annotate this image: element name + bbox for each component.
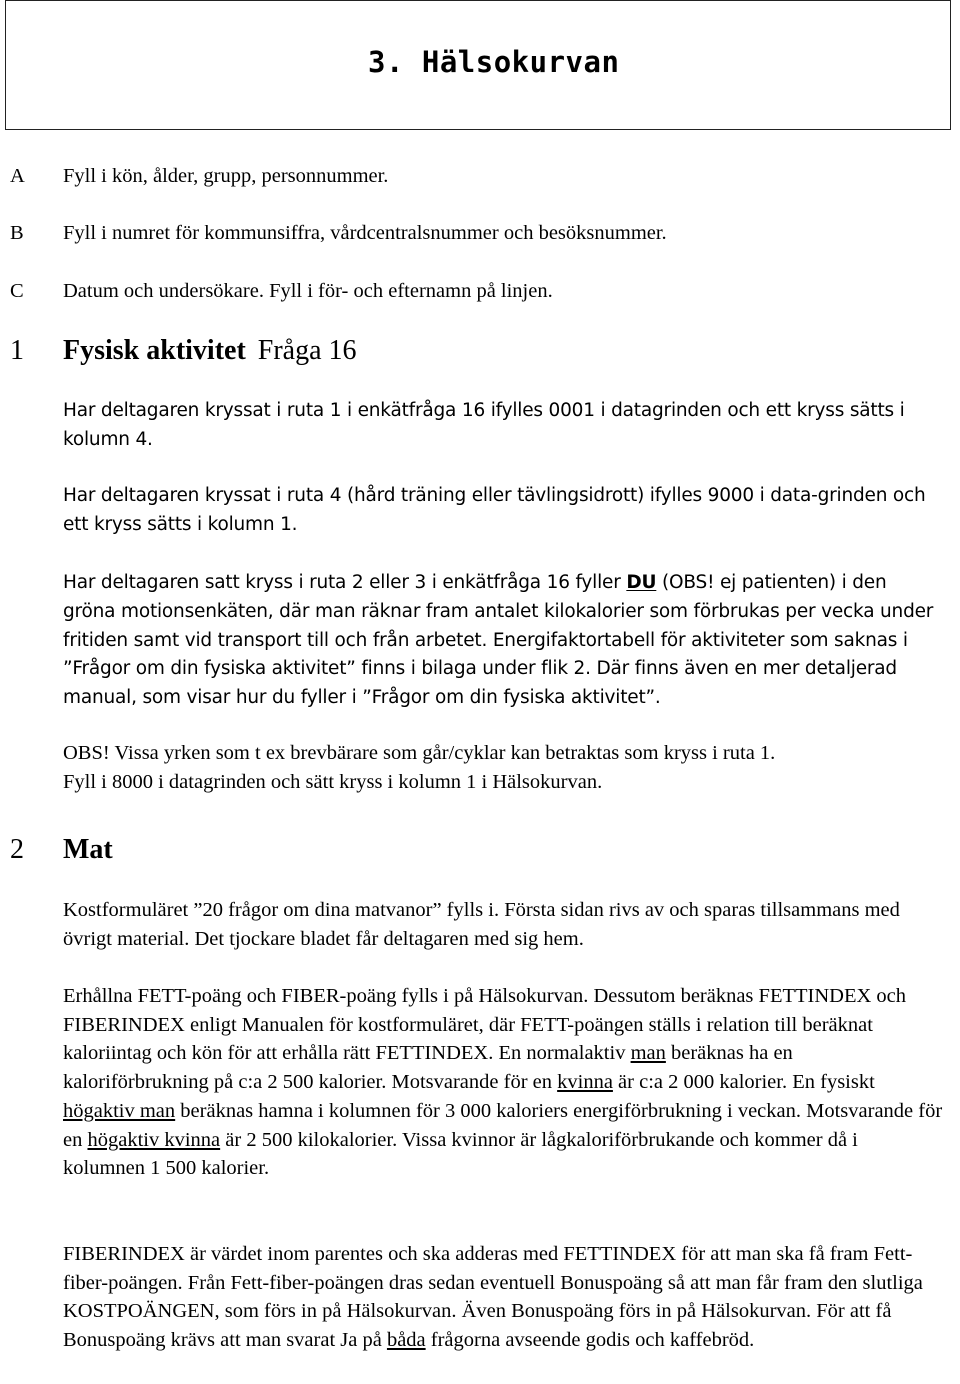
section1-number: 1 <box>10 335 24 366</box>
section1-p3-text-a: Har deltagaren satt kryss i ruta 2 eller 3 i enkätfråga 16 fyller <box>63 572 627 593</box>
section2-title: Mat <box>63 834 113 865</box>
section1-heading <box>63 335 357 367</box>
section1-fill-line: Fyll i 8000 i datagrinden och sätt kryss i kolumn 1 i Hälsokurvan. <box>63 771 603 793</box>
p2-text-d: beräknas hamna i kolumnen för 3 000 kaloriers energiförbrukning i veckan. Motsvarande för en <box>63 1099 943 1151</box>
bada-underline: båda <box>386 1329 426 1352</box>
section1-title: Fysisk aktivitet <box>63 335 246 366</box>
section2-paragraph-2 <box>63 982 943 1183</box>
p3-text-a: FIBERINDEX är värdet inom parentes och ska adderas med FETTINDEX för att man ska få fram Fett-fiber-poängen. Från Fett-fiber-poängen dras sedan eventuell Bonuspoäng så att man får fram den slutliga KOSTPOÄNGEN, som förs in på Hälsokurvan. Även Bonuspoäng förs in på Hälsokurvan. För att få Bonuspoäng krävs att man svarat Ja på <box>63 1243 923 1352</box>
section1-p3-text-b: (OBS! ej patienten) i den gröna motionsenkäten, där man räknar fram antalet kilokalorier som förbrukas per vecka under fritiden samt vid transport till och från arbetet. Energifaktortabell för aktiviteter som saknas i ”Frågor om din fysiska aktivitet” finns i bilaga under flik 2. Där finns även en mer detaljerad manual, som visar hur du fyller i ”Frågor om din fysiska aktivitet”. <box>63 572 934 709</box>
p2-text-a: Erhållna FETT-poäng och FIBER-poäng fylls i på Hälsokurvan. Dessutom beräknas FETTINDEX och FIBERINDEX enligt Manualen för kostformuläret, där FETT-poängen ställs i relation till beräknat kaloriintag och kön för att erhålla rätt FETTINDEX. En normalaktiv <box>63 985 906 1065</box>
section2-heading <box>63 834 113 866</box>
section1-paragraph-1: Har deltagaren kryssat i ruta 1 i enkätfråga 16 ifylles 0001 i datagrinden och ett kryss sätts i kolumn 4. <box>63 400 905 450</box>
list-marker-a: A <box>10 165 25 187</box>
p2-text-b: beräknas ha en kaloriförbrukning på c:a 2 500 kalorier. Motsvarande för en <box>63 1042 793 1094</box>
list-item-a: Fyll i kön, ålder, grupp, personnummer. <box>63 165 389 187</box>
section1-obs-line: OBS! Vissa yrken som t ex brevbärare som går/cyklar kan betraktas som kryss i ruta 1. <box>63 742 776 764</box>
hogaktiv-kvinna-underline: högaktiv kvinna <box>87 1128 221 1151</box>
p2-text-c: är c:a 2 000 kalorier. En fysiskt <box>612 1071 875 1094</box>
man-underline: man <box>630 1042 666 1065</box>
page-title: 3. Hälsokurvan <box>368 45 620 79</box>
section2-paragraph-1: Kostformuläret ”20 frågor om dina matvanor” fylls i. Första sidan rivs av och sparas tillsammans med övrigt material. Det tjockare bladet får deltagaren med sig hem. <box>63 899 900 950</box>
section2-paragraph-3 <box>63 1240 943 1355</box>
list-marker-c: C <box>10 280 24 302</box>
p2-text-e: är 2 500 kilokalorier. Vissa kvinnor är lågkaloriförbrukande och kommer då i kolumnen 1 500 kalorier. <box>63 1128 858 1180</box>
section1-subtitle: Fråga 16 <box>257 335 357 366</box>
section1-paragraph-2: Har deltagaren kryssat i ruta 4 (hård träning eller tävlingsidrott) ifylles 9000 i data-grinden och ett kryss sätts i kolumn 1. <box>63 485 926 535</box>
hogaktiv-man-underline: högaktiv man <box>63 1099 176 1122</box>
du-emphasis: DU <box>626 572 657 593</box>
p3-text-b: frågorna avseende godis och kaffebröd. <box>425 1329 755 1352</box>
list-marker-b: B <box>10 222 24 244</box>
list-item-c: Datum och undersökare. Fyll i för- och efternamn på linjen. <box>63 280 553 302</box>
section2-number: 2 <box>10 834 24 865</box>
list-item-b: Fyll i numret för kommunsiffra, vårdcentralsnummer och besöksnummer. <box>63 222 667 244</box>
kvinna-underline: kvinna <box>557 1071 613 1094</box>
page-header-box <box>5 0 951 130</box>
section1-paragraph-3 <box>63 569 943 713</box>
